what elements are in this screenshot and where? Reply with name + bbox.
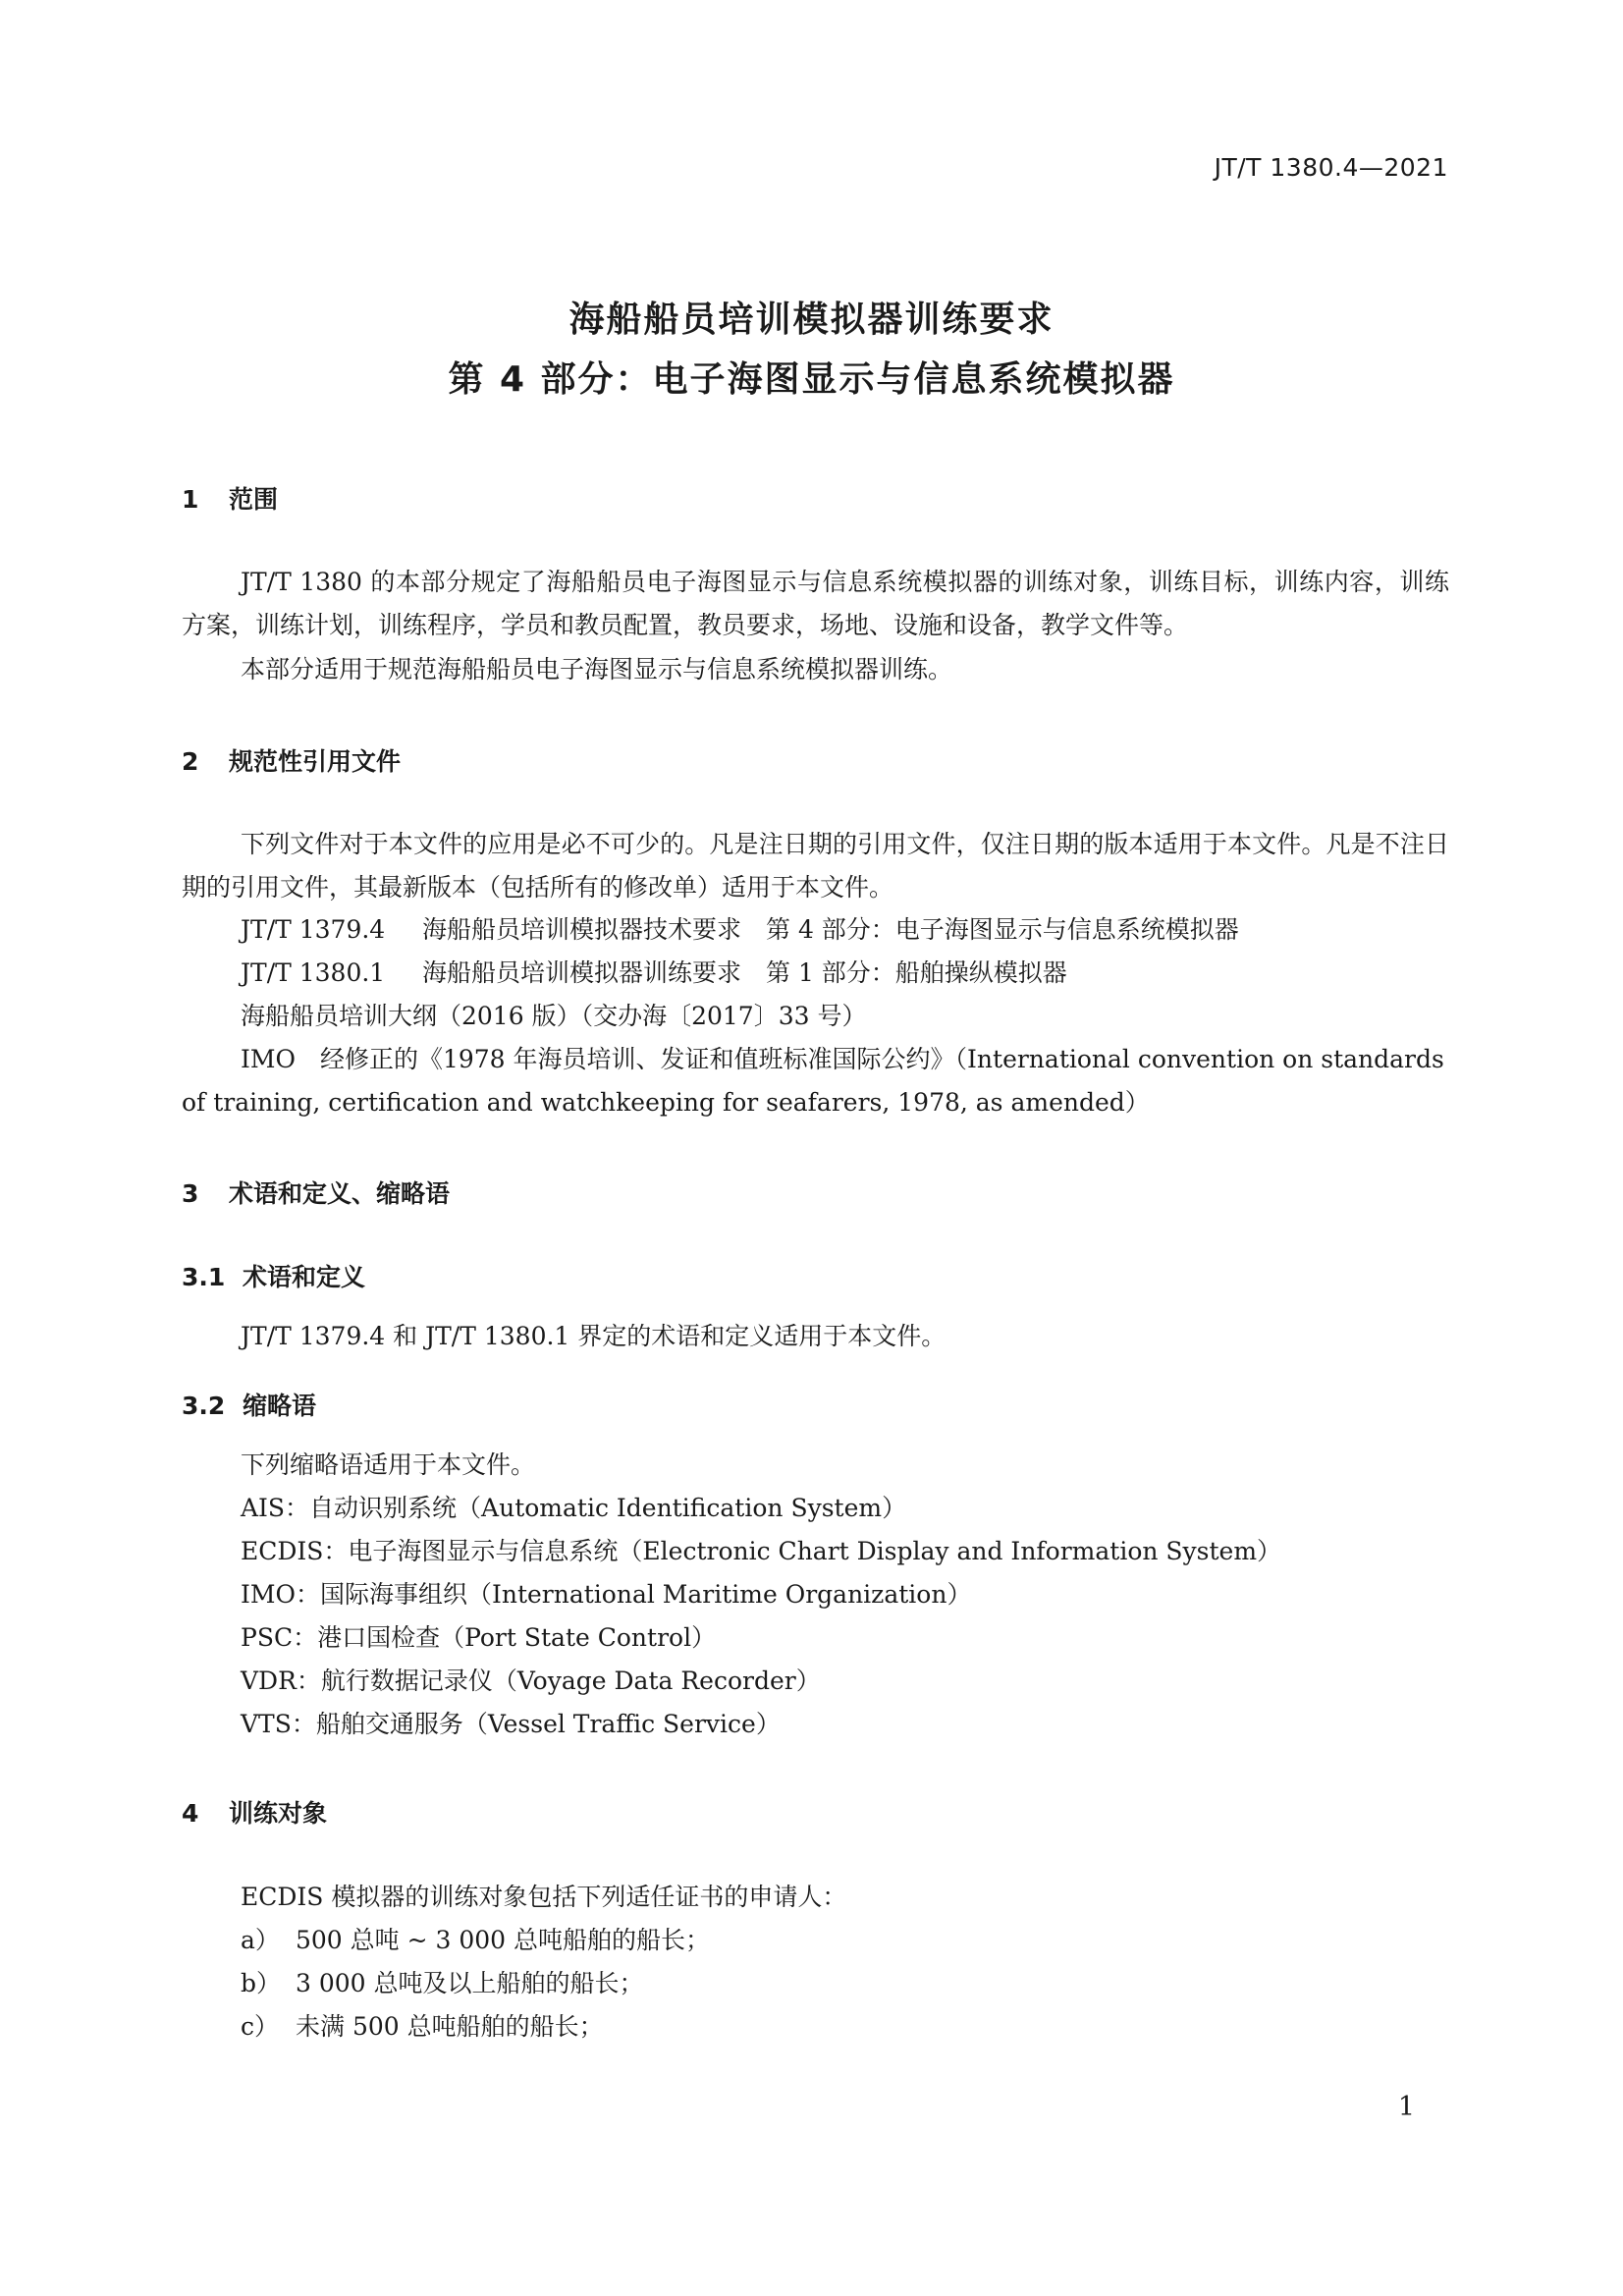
subsection-heading-3-2: 3.2 缩略语 xyxy=(182,1392,317,1420)
reference-item: 海船船员培训大纲（2016 版）（交办海〔2017〕33 号） xyxy=(241,1002,867,1030)
paragraph: ECDIS 模拟器的训练对象包括下列适任证书的申请人： xyxy=(241,1883,847,1911)
paragraph: JT/T 1379.4 和 JT/T 1380.1 界定的术语和定义适用于本文件。 xyxy=(241,1322,947,1350)
document-subtitle: 第 4 部分：电子海图显示与信息系统模拟器 xyxy=(448,359,1175,400)
document-code: JT/T 1380.4—2021 xyxy=(1214,153,1448,182)
list-item: c） 未满 500 总吨船舶的船长； xyxy=(241,2012,604,2041)
document-title: 海船船员培训模拟器训练要求 xyxy=(568,300,1055,340)
abbreviation-item: AIS：自动识别系统（Automatic Identification System） xyxy=(241,1494,907,1522)
paragraph: 下列文件对于本文件的应用是必不可少的。凡是注日期的引用文件，仅注日期的版本适用于本文件。凡是不注日期的引用文件，其最新版本（包括所有的修改单）适用于本文件。 xyxy=(182,830,1449,902)
abbreviation-item: IMO：国际海事组织（International Maritime Organization） xyxy=(241,1580,972,1609)
abbreviation-item: ECDIS：电子海图显示与信息系统（Electronic Chart Display and Information System） xyxy=(241,1537,1282,1565)
section-heading-3: 3 术语和定义、缩略语 xyxy=(182,1179,451,1208)
reference-item: JT/T 1380.1 海船船员培训模拟器训练要求 第 1 部分：船舶操纵模拟器 xyxy=(241,958,1067,987)
list-item: a） 500 总吨 ~ 3 000 总吨船舶的船长； xyxy=(241,1926,711,1954)
reference-item-continued: of training, certification and watchkeeping for seafarers, 1978, as amended） xyxy=(182,1088,1150,1117)
list-item: b） 3 000 总吨及以上船舶的船长； xyxy=(241,1969,644,1997)
reference-item: JT/T 1379.4 海船船员培训模拟器技术要求 第 4 部分：电子海图显示与信息系统模拟器 xyxy=(241,915,1239,944)
paragraph: 本部分适用于规范海船船员电子海图显示与信息系统模拟器训练。 xyxy=(241,655,953,683)
paragraph: JT/T 1380 的本部分规定了海船船员电子海图显示与信息系统模拟器的训练对象，训练目标，训练内容，训练方案，训练计划，训练程序，学员和教员配置，教员要求，场地、设施和设备，教学文件等。 xyxy=(182,568,1449,639)
section-heading-4: 4 训练对象 xyxy=(182,1799,328,1828)
abbreviation-item: VDR：航行数据记录仪（Voyage Data Recorder） xyxy=(241,1667,821,1695)
section-heading-2: 2 规范性引用文件 xyxy=(182,747,402,776)
reference-item: IMO 经修正的《1978 年海员培训、发证和值班标准国际公约》（International convention on standards xyxy=(241,1045,1444,1073)
section-heading-1: 1 范围 xyxy=(182,485,279,514)
subsection-heading-3-1: 3.1 术语和定义 xyxy=(182,1263,366,1291)
page-number: 1 xyxy=(1397,2092,1415,2122)
paragraph: 下列缩略语适用于本文件。 xyxy=(241,1450,536,1479)
abbreviation-item: VTS：船舶交通服务（Vessel Traffic Service） xyxy=(241,1710,781,1738)
abbreviation-item: PSC：港口国检查（Port State Control） xyxy=(241,1623,717,1652)
